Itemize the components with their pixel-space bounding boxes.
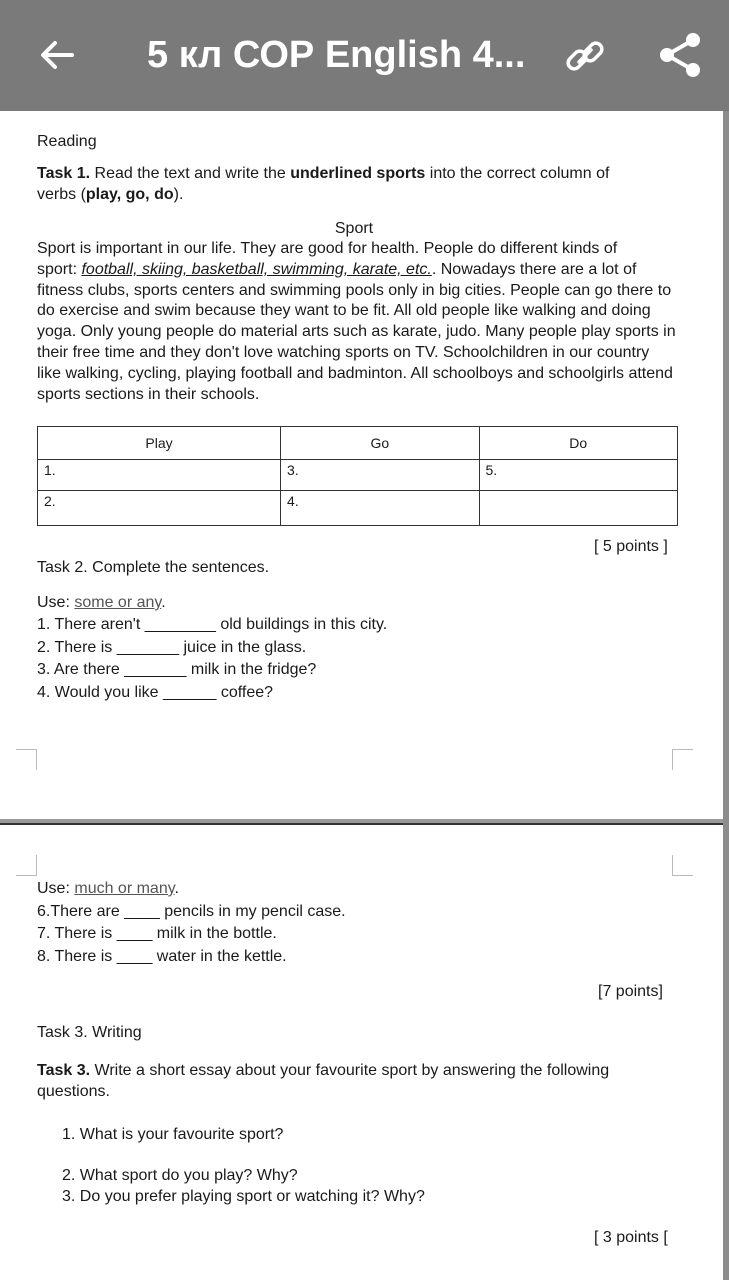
use-words: some or any <box>74 594 162 611</box>
task3-points: [ 3 points [ <box>594 1229 668 1246</box>
task3-line2: questions. <box>37 1082 110 1100</box>
task2-use2 <box>37 878 179 899</box>
crop-mark <box>672 749 693 770</box>
col-do: Do <box>479 427 677 460</box>
col-go: Go <box>281 427 479 460</box>
task1-line2: verbs ( <box>37 185 86 203</box>
table-cell: 1. <box>38 460 281 491</box>
page-edge <box>723 111 729 1280</box>
list-item: 3. Are there _______ milk in the fridge? <box>37 661 317 678</box>
col-play: Play <box>38 427 281 460</box>
table-cell: 4. <box>281 491 479 526</box>
app-bar <box>0 0 729 111</box>
task2-use <box>37 592 166 613</box>
app-title: 5 кл СОР English 4... <box>147 34 526 76</box>
question-item: 3. Do you prefer playing sport or watching it? Why? <box>62 1188 425 1205</box>
list-item: 2. There is _______ juice in the glass. <box>37 639 307 656</box>
task1-label: Task 1. <box>37 165 91 182</box>
link-icon[interactable] <box>563 34 607 78</box>
table-cell <box>479 491 677 526</box>
paragraph-line2-end: . Nowadays there are a lot <box>431 260 619 278</box>
task1-verbs: play, go, do <box>85 185 174 203</box>
use2-label: Use: <box>37 880 70 897</box>
list-item: 4. Would you like ______ coffee? <box>37 684 274 701</box>
task1-text-end: into the correct column of <box>425 165 610 182</box>
list-item: 1. There aren't ________ old buildings in this city. <box>37 616 388 633</box>
use2-end: . <box>174 880 179 897</box>
table-row <box>38 460 678 491</box>
question-item: 2. What sport do you play? Why? <box>62 1167 298 1184</box>
table-cell: 2. <box>38 491 281 526</box>
sports-table <box>37 426 678 526</box>
use2-words: much or many <box>74 880 175 897</box>
task3-heading: Task 3. Writing <box>37 1024 142 1041</box>
reading-paragraph <box>37 239 677 405</box>
underlined-sports: football, skiing, basketball, swimming, karate, etc. <box>81 260 432 278</box>
back-arrow-icon[interactable] <box>36 34 78 76</box>
task3-label: Task 3. <box>37 1062 91 1079</box>
paragraph-rest: of fitness clubs, sports centers and swimming pools only in big cities. People can go there to do exercise and swim because they want to be fit. All old people like walking and doing yoga. Only young people do material arts such as karate, judo. Many people play sports in their free time and they don't love watching sports on TV. Schoolchildren in our country like walking, cycling, playing football and badminton. All schoolboys and schoolgirls attend sports sections in their schools. <box>37 260 676 403</box>
task1-text: Read the text and write the <box>90 165 291 182</box>
list-item: 8. There is ____ water in the kettle. <box>37 948 287 965</box>
task1-line2-end: ). <box>173 185 184 203</box>
paragraph-line1: Sport is important in our life. They are good for health. People do different kinds of <box>37 240 618 257</box>
table-cell: 3. <box>281 460 479 491</box>
reading-heading: Reading <box>37 133 97 150</box>
use-end: . <box>161 594 166 611</box>
table-row <box>38 491 678 526</box>
table-cell: 5. <box>479 460 677 491</box>
question-item: 1. What is your favourite sport? <box>62 1126 284 1143</box>
task3-line1: Write a short essay about your favourite sport by answering the following <box>90 1062 610 1079</box>
list-item: 6.There are ____ pencils in my pencil case. <box>37 903 346 920</box>
task2-points2: [7 points] <box>598 983 663 1000</box>
share-icon[interactable] <box>655 30 705 80</box>
task3-instruction <box>37 1061 677 1103</box>
list-item: 7. There is ____ milk in the bottle. <box>37 925 277 942</box>
task2-heading: Task 2. Complete the sentences. <box>37 559 270 576</box>
task1-instruction <box>37 164 677 206</box>
task2-points: [ 5 points ] <box>594 538 668 555</box>
use-label: Use: <box>37 594 70 611</box>
page-break-line <box>0 823 723 825</box>
paragraph-line2: sport: <box>37 260 82 278</box>
crop-mark <box>16 855 37 876</box>
crop-mark <box>16 749 37 770</box>
task1-bold: underlined sports <box>290 165 426 182</box>
text-title: Sport <box>334 220 374 237</box>
crop-mark <box>672 855 693 876</box>
